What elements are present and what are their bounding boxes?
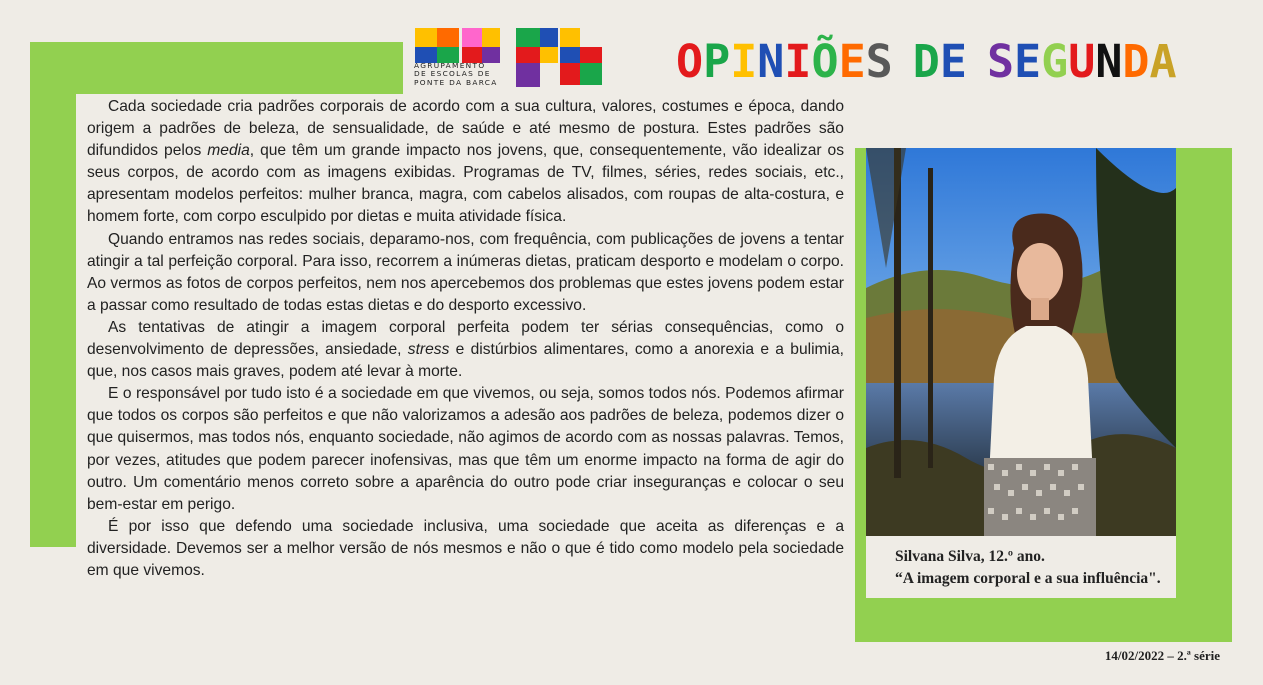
caption-author: Silvana Silva, 12.º ano.: [895, 548, 1045, 565]
page-title-letter: Õ: [811, 35, 839, 88]
article-paragraph: E o responsável por tudo isto é a sociedade em que vivemos, ou seja, somos todos nós. Podemos afirmar que todos os corpos são perfeitos e que não valorizamos a adesão aos padrões de beleza, podemos dizer o que quisermos, mas todos nós, enquanto sociedade, não agimos de acordo com as nossas palavras. Temos, por vezes, atitudes que podem parecer inofensivas, mas que têm um enorme impacto na forma de agir do outro. Um comentário menos correto sobre a aparência do outro pode criar inseguranças e colocar o seu bem-estar em perigo.: [87, 385, 844, 513]
page-title-letter: E: [838, 35, 866, 88]
article-paragraph: Cada sociedade cria padrões corporais de acordo com a sua cultura, valores, costumes e época, dando origem a padrões de beleza, de sensualidade, de saúde e até mesmo de postura. Estes padrões são difundidos pelos media, que têm um grande impacto nos jovens, que, consequentemente, vão idealizar os seus corpos, de acordo com as imagens exibidas. Programas de TV, filmes, séries, redes sociais, etc., apresentam modelos perfeitos: mulher branca, magra, com cabelos alisados, com roupas de alta-costura, e homem forte, com corpo esculpido por dietas e muita atividade física.: [87, 98, 844, 226]
article-paragraph: As tentativas de atingir a imagem corporal perfeita podem ter sérias consequências, como o desenvolvimento de depressões, ansiedade, stress e distúrbios alimentares, como a anorexia e a bulimia, que, nos casos mais graves, podem até levar à morte.: [87, 318, 845, 381]
page-title-letter: [893, 30, 913, 94]
page-title-letter: A: [1149, 35, 1177, 88]
page-title-letter: [967, 30, 987, 94]
photo-caption: [866, 536, 1176, 598]
page-title-letter: S: [865, 35, 893, 88]
page-title-letter: N: [1095, 35, 1123, 88]
caption-article-title: “A imagem corporal e a sua influência".: [895, 570, 1161, 587]
page-title-letter: P: [703, 35, 731, 88]
author-photo: [866, 148, 1176, 536]
article-paragraph: Quando entramos nas redes sociais, deparamo-nos, com frequência, com publicações de jovens a tentar atingir a tal perfeição corporal. Para isso, recorrem a inúmeras dietas, praticam desporto e modelam o corpo. Ao vermos as fotos de corpos perfeitos, nem nos apercebemos dos problemas que estes jovens podem estar a passar como resultado de todas estas dietas e do desporto excessivo.: [87, 230, 844, 314]
page-title-letter: D: [912, 35, 940, 88]
page-title-letter: S: [986, 35, 1015, 88]
author-photo-illustration: [866, 148, 1176, 536]
page-title-letter: E: [939, 35, 967, 88]
page-title-letter: N: [757, 35, 785, 88]
school-logo: [414, 26, 624, 90]
page-title: [676, 30, 1196, 94]
page-title-letter: D: [1122, 35, 1150, 88]
page-title-letter: I: [784, 35, 812, 88]
page-title-letter: O: [676, 35, 704, 88]
page-title-letter: I: [730, 35, 758, 88]
article-body: [76, 94, 855, 654]
logo-text: AGRUPAMENTO DE ESCOLAS DE PONTE DA BARCA: [414, 61, 498, 87]
footer-date: 14/02/2022 – 2.ª série: [1104, 648, 1220, 663]
page-title-letter: G: [1041, 35, 1069, 88]
article-paragraph: É por isso que defendo uma sociedade inclusiva, uma sociedade que aceita as diferenças e a diversidade. Devemos ser a melhor versão de nós mesmos e não o que é tido como modelo pela sociedade em que vivemos.: [87, 517, 844, 579]
page-title-letter: U: [1068, 35, 1096, 88]
page-title-letter: E: [1014, 35, 1042, 88]
